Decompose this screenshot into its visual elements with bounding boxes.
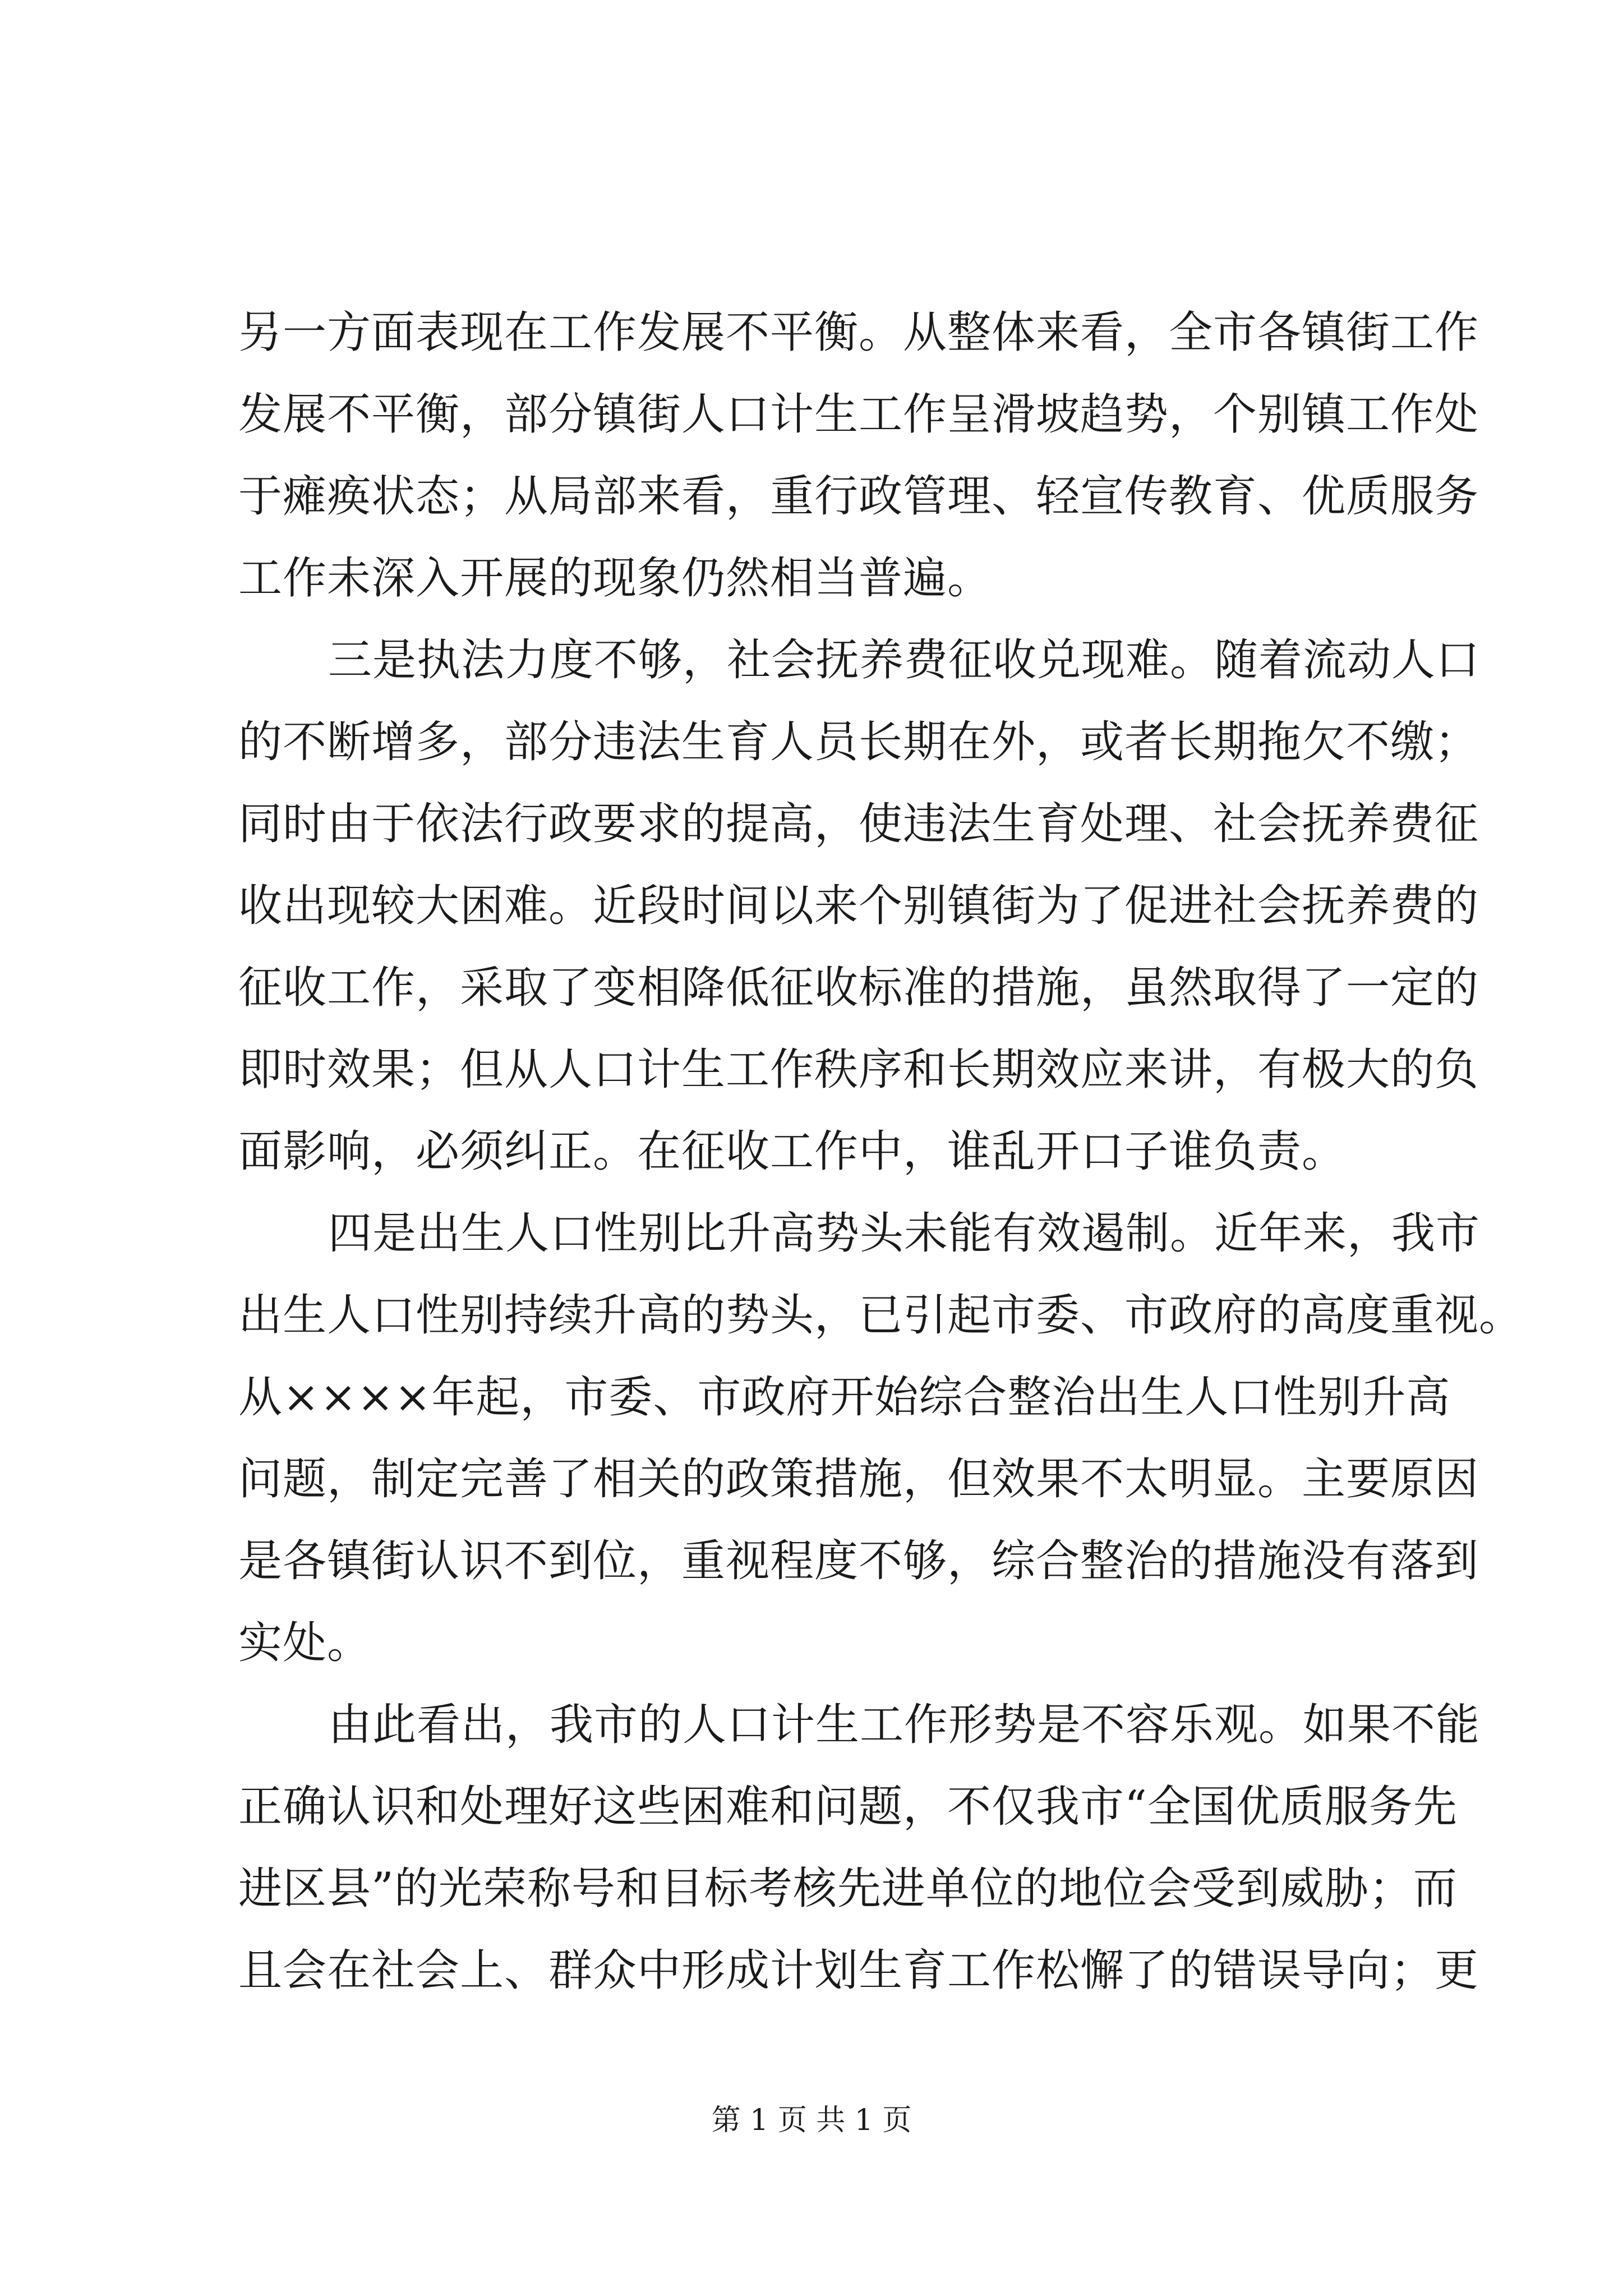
text-line: 即时效果；但从人口计生工作秩序和长期效应来讲，有极大的负: [238, 1045, 1479, 1095]
text-line: 的不断增多，部分违法生育人员长期在外，或者长期拖欠不缴；: [238, 717, 1479, 767]
paragraph-first-line: 由此看出，我市的人口计生工作形势是不容乐观。如果不能: [328, 1700, 1481, 1750]
text-line: 从××××年起，市委、市政府开始综合整治出生人口性别升高: [238, 1372, 1451, 1423]
text-line: 收出现较大困难。近段时间以来个别镇街为了促进社会抚养费的: [238, 881, 1479, 931]
paragraph-first-line: 三是执法力度不够，社会抚养费征收兑现难。随着流动人口: [328, 635, 1481, 685]
text-line: 是各镇街认识不到位，重视程度不够，综合整治的措施没有落到: [238, 1536, 1479, 1586]
text-line: 另一方面表现在工作发展不平衡。从整体来看，全市各镇街工作: [238, 307, 1479, 358]
text-line: 征收工作，采取了变相降低征收标准的措施，虽然取得了一定的: [238, 963, 1479, 1013]
page-footer: [0, 2101, 1623, 2140]
text-line: 问题，制定完善了相关的政策措施，但效果不太明显。主要原因: [238, 1454, 1479, 1504]
text-line: 出生人口性别持续升高的势头，已引起市委、市政府的高度重视。: [238, 1290, 1524, 1341]
text-line: 实处。: [238, 1618, 372, 1668]
text-line: 面影响，必须纠正。在征收工作中，谁乱开口子谁负责。: [238, 1126, 1347, 1177]
text-line: 发展不平衡，部分镇街人口计生工作呈滑坡趋势，个别镇工作处: [238, 389, 1479, 440]
paragraph-first-line: 四是出生人口性别比升高势头未能有效遏制。近年来，我市: [328, 1208, 1481, 1259]
text-line: 工作未深入开展的现象仍然相当普遍。: [238, 553, 992, 604]
text-line: 于瘫痪状态；从局部来看，重行政管理、轻宣传教育、优质服务: [238, 471, 1479, 522]
document-body: [238, 292, 1524, 2012]
text-line: 同时由于依法行政要求的提高，使违法生育处理、社会抚养费征: [238, 799, 1479, 849]
text-line: 进区县”的光荣称号和目标考核先进单位的地位会受到威胁；而: [238, 1864, 1458, 1914]
text-line: 正确认识和处理好这些困难和问题，不仅我市“全国优质服务先: [238, 1782, 1458, 1832]
page-number-label: 第 1 页 共 1 页: [711, 2104, 912, 2137]
text-line: 且会在社会上、群众中形成计划生育工作松懈了的错误导向；更: [238, 1945, 1479, 1996]
